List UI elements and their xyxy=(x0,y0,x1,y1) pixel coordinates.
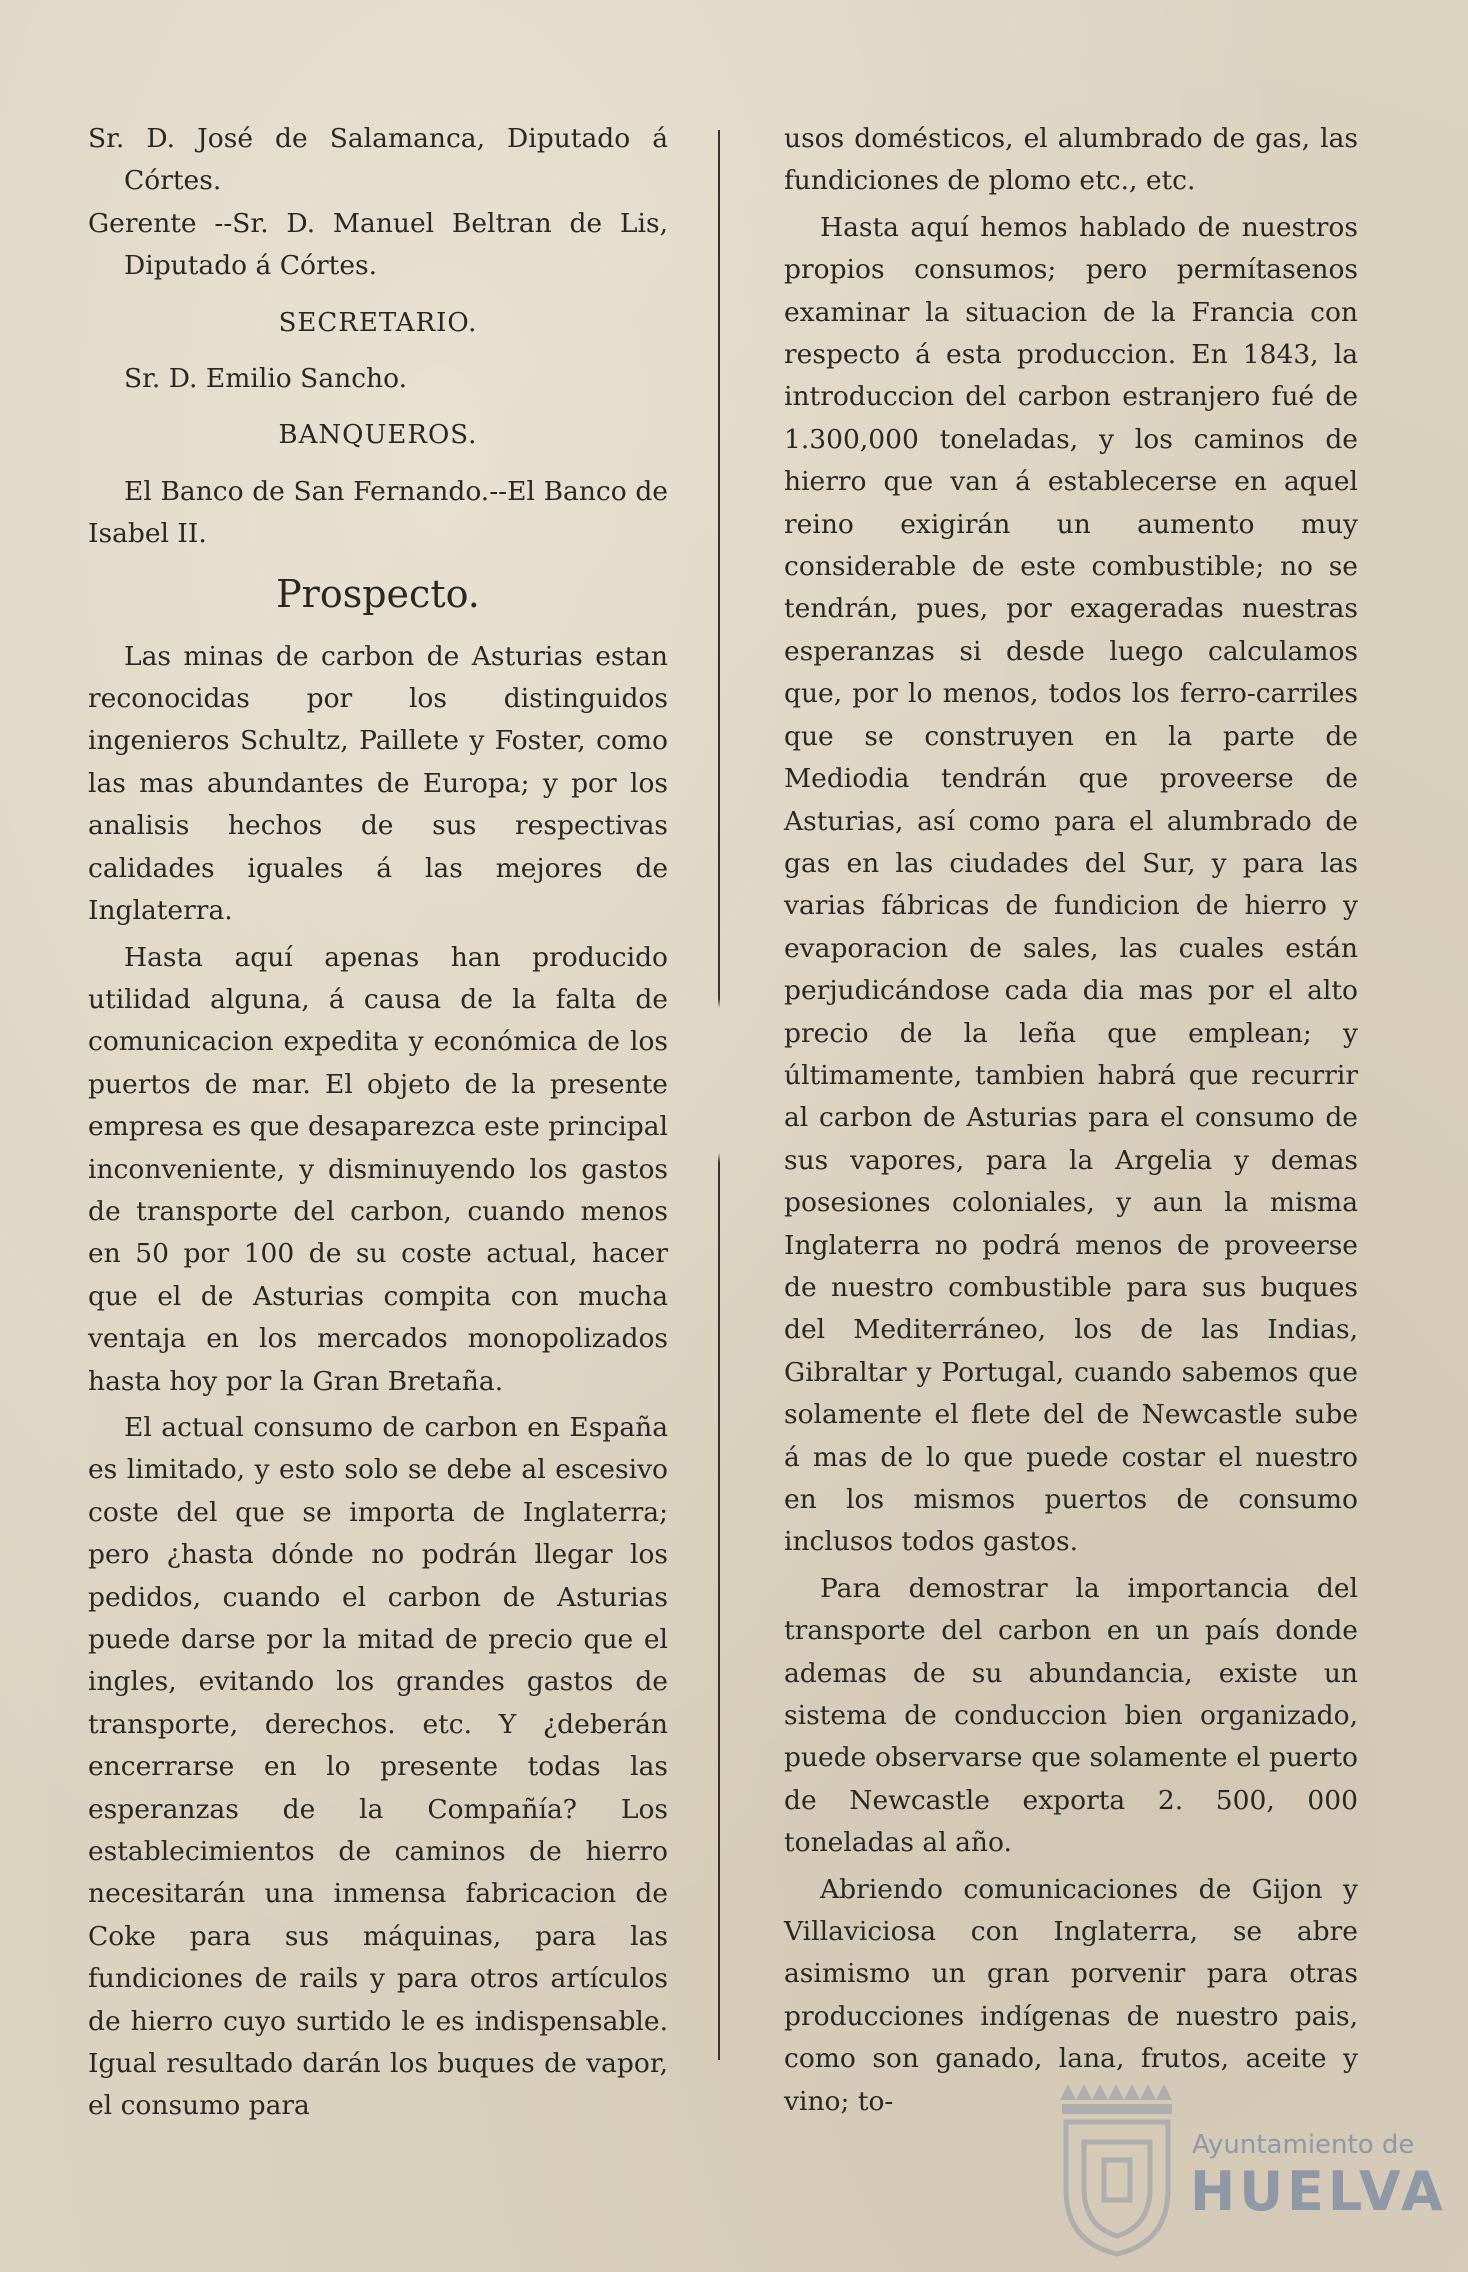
right-paragraph-1: usos domésticos, el alumbrado de gas, las fundiciones de plomo etc., etc. xyxy=(784,123,1358,197)
prospecto-title: Prospecto. xyxy=(276,571,480,616)
officer-diputado: Sr. D. José de Salamanca, Diputado á Córtes. xyxy=(88,123,668,197)
banqueros-names: El Banco de San Fernando.--El Banco de Isabel II. xyxy=(88,475,668,550)
watermark-line-2: HUELVA xyxy=(1190,2160,1447,2223)
right-column xyxy=(784,118,1358,2123)
left-paragraph-2: Hasta aquí apenas han producido utilidad alguna, á causa de la falta de comunicacion expedita y económica de los puertos de mar. El objeto de la presente empresa es que desaparezca este principal inconveniente, y disminuyendo los gastos de transporte del carbon, cuando menos en 50 por 100 de su coste actual, hacer que el de Asturias compita con mucha ventaja en los mercados monopolizados hasta hoy por la Gran Bretaña. xyxy=(88,941,668,1397)
secretario-name: Sr. D. Emilio Sancho. xyxy=(124,363,408,395)
right-paragraph-4: Abriendo comunicaciones de Gijon y Villaviciosa con Inglaterra, se abre asimismo un gran porvenir para otras producciones indígenas de nuestro pais, como son ganado, lana, frutos, aceite y vino; to- xyxy=(784,1873,1358,2117)
right-paragraph-2: Hasta aquí hemos hablado de nuestros propios consumos; pero permítasenos examinar la situacion de la Francia con respecto á esta produccion. En 1843, la introduccion del carbon estranjero fué de 1.300,000 toneladas, y los caminos de hierro que van á establecerse en aquel reino exigirán un aumento muy considerable de este combustible; no se tendrán, pues, por exageradas nuestras esperanzas si desde luego calculamos que, por lo menos, todos los ferro-carriles que se construyen en la parte de Mediodia tendrán que proveerse de Asturias, así como para el alumbrado de gas en las ciudades del Sur, y para las varias fábricas de fundicion de hierro y evaporacion de sales, las cuales están perjudicándose cada dia mas por el alto precio de la leña que emplean; y últimamente, tambien habrá que recurrir al carbon de Asturias para el consumo de sus vapores, para la Argelia y demas posesiones coloniales, y aun la misma Inglaterra no podrá menos de proveerse de nuestro combustible para sus buques del Mediterráneo, los de las Indias, Gibraltar y Portugal, cuando sabemos que solamente el flete del de Newcastle sube á mas de lo que puede costar el nuestro en los mismos puertos de consumo inclusos todos gastos. xyxy=(784,211,1358,1558)
watermark-line-1: Ayuntamiento de xyxy=(1192,2130,1415,2160)
left-paragraph-3: El actual consumo de carbon en España es limitado, y esto solo se debe al escesivo coste del que se importa de Inglaterra; pero ¿hasta dónde no podrán llegar los pedidos, cuando el carbon de Asturias puede darse por la mitad de precio que el ingles, evitando los grandes gastos de transporte, derechos. etc. Y ¿deberán encerrarse en lo presente todas las esperanzas de la Compañía? Los establecimientos de caminos de hierro necesitarán una inmensa fabricacion de Coke para sus máquinas, para las fundiciones de rails y para otros artículos de hierro cuyo surtido le es indispensable. Igual resultado darán los buques de vapor, el consumo para xyxy=(88,1411,668,2122)
left-column xyxy=(88,118,668,2128)
secretario-heading: SECRETARIO. xyxy=(278,307,478,338)
officer-gerente: Gerente --Sr. D. Manuel Beltran de Lis, Diputado á Córtes. xyxy=(88,207,668,282)
right-paragraph-3: Para demostrar la importancia del transporte del carbon en un país donde ademas de su abundancia, existe un sistema de conduccion bien organizado, puede observarse que solamente el puerto de Newcastle exporta 2. 500, 000 toneladas al año. xyxy=(784,1572,1358,1859)
column-divider xyxy=(718,130,720,2060)
left-paragraph-1: Las minas de carbon de Asturias estan reconocidas por los distinguidos ingenieros Schultz, Paillete y Foster, como las mas abundantes de Europa; y por los analisis hechos de sus respectivas calidades iguales á las mejores de Inglaterra. xyxy=(88,640,668,927)
banqueros-heading: BANQUEROS. xyxy=(278,420,478,451)
